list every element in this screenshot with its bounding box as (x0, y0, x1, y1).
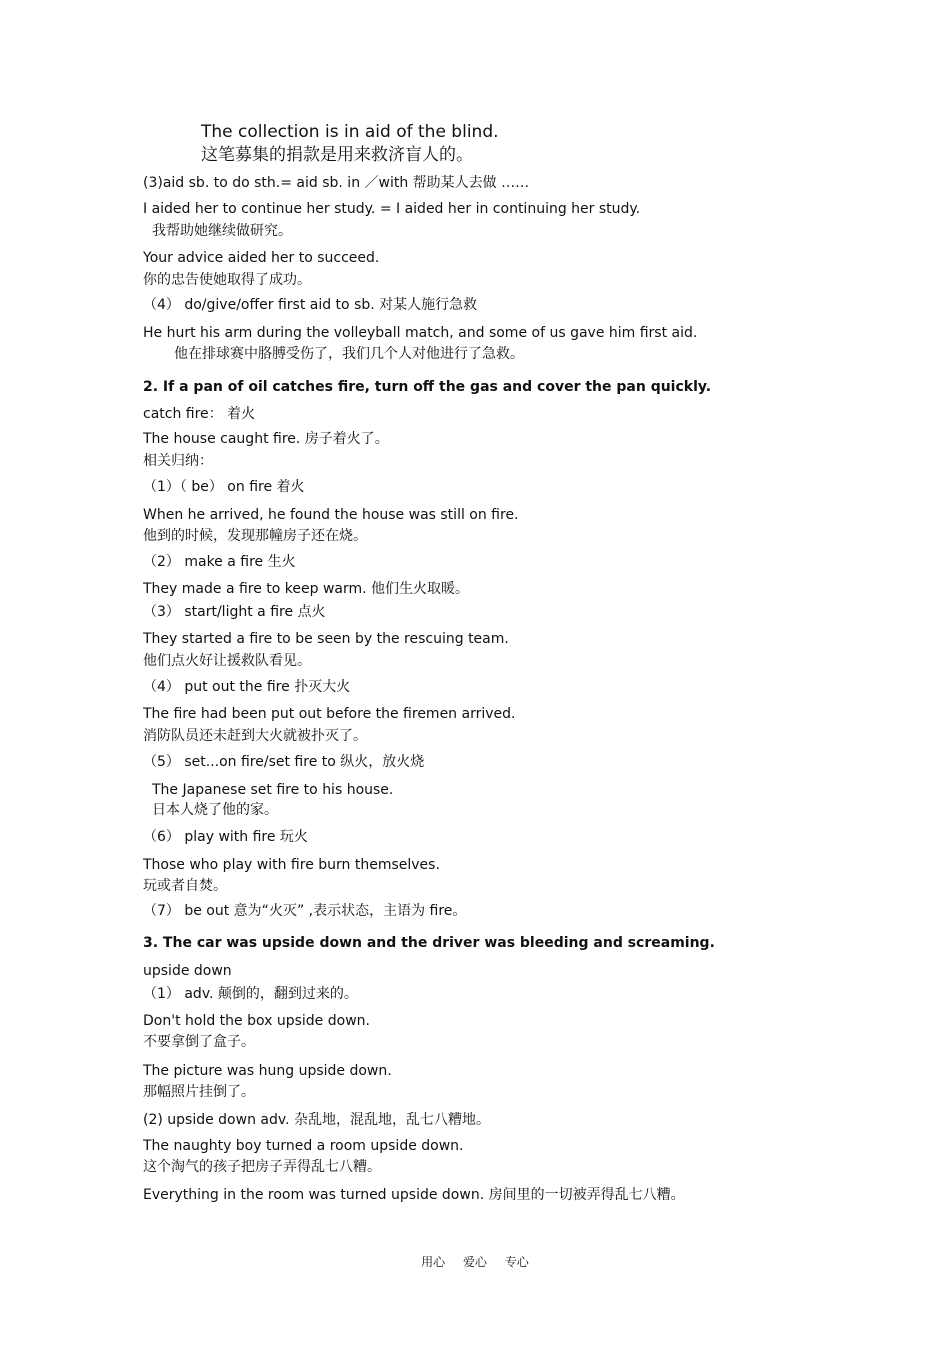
example-sentence: I aided her to continue her study. = I aided her in continuing her study. (143, 201, 641, 217)
usage-item: （4） put out the fire 扑灭大火 (143, 679, 351, 695)
example-translation: 他们点火好让援救队看见。 (143, 653, 311, 669)
usage-item: (2) upside down adv. 杂乱地，混乱地，乱七八糟地。 (143, 1112, 490, 1128)
section-heading: 3. The car was upside down and the driver was bleeding and screaming. (143, 935, 715, 951)
example-sentence: The Japanese set fire to his house. (152, 782, 394, 798)
example-translation: 我帮助她继续做研究。 (152, 223, 292, 239)
example-sentence: When he arrived, he found the house was still on fire. (143, 507, 519, 523)
example-translation: 他在排球赛中胳膊受伤了，我们几个人对他进行了急救。 (174, 346, 524, 362)
usage-item: （5） set...on fire/set fire to 纵火，放火烧 (143, 754, 425, 770)
example-translation: 不要拿倒了盒子。 (143, 1034, 255, 1050)
usage-item: （2） make a fire 生火 (143, 554, 296, 570)
example-sentence: The house caught fire. 房子着火了。 (143, 431, 389, 447)
usage-item: （1）（ be） on fire 着火 (143, 479, 305, 495)
example-sentence: Your advice aided her to succeed. (143, 250, 380, 266)
example-translation: 日本人烧了他的家。 (152, 802, 278, 818)
example-sentence: They made a fire to keep warm. 他们生火取暖。 (143, 581, 470, 597)
example-translation: 那幅照片挂倒了。 (143, 1084, 255, 1100)
phrase-definition: upside down (143, 963, 232, 979)
example-translation: 玩或者自焚。 (143, 878, 227, 894)
page-footer: 用心 爱心 专心 (421, 1255, 529, 1269)
usage-item: （4） do/give/offer first aid to sb. 对某人施行急救 (143, 297, 478, 313)
example-sentence: They started a fire to be seen by the rescuing team. (143, 631, 509, 647)
example-sentence: Everything in the room was turned upside down. 房间里的一切被弄得乱七八糟。 (143, 1187, 685, 1203)
example-translation: 你的忠告使她取得了成功。 (143, 272, 311, 288)
example-translation: 他到的时候，发现那幢房子还在烧。 (143, 528, 367, 544)
usage-item: （7） be out 意为“火灭” ,表示状态，主语为 fire。 (143, 903, 467, 919)
phrase-definition: catch fire： 着火 (143, 406, 256, 422)
usage-item: (3)aid sb. to do sth.= aid sb. in ／with 帮助某人去做 …… (143, 175, 530, 191)
example-sentence: Don't hold the box upside down. (143, 1013, 370, 1029)
usage-item: （3） start/light a fire 点火 (143, 604, 326, 620)
usage-item: （1） adv. 颠倒的，翻到过来的。 (143, 986, 358, 1002)
example-translation: 这个淘气的孩子把房子弄得乱七八糟。 (143, 1159, 381, 1175)
example-translation: 消防队员还未赶到大火就被扑灭了。 (143, 728, 367, 744)
example-translation: 这笔募集的捐款是用来救济盲人的。 (201, 145, 473, 165)
subheading: 相关归纳： (143, 453, 213, 469)
example-sentence: Those who play with fire burn themselves. (143, 857, 440, 873)
example-sentence: The collection is in aid of the blind. (201, 122, 499, 142)
section-heading: 2. If a pan of oil catches fire, turn off the gas and cover the pan quickly. (143, 379, 712, 395)
example-sentence: The fire had been put out before the firemen arrived. (143, 706, 516, 722)
example-sentence: The naughty boy turned a room upside down. (143, 1138, 464, 1154)
usage-item: （6） play with fire 玩火 (143, 829, 308, 845)
example-sentence: The picture was hung upside down. (143, 1063, 392, 1079)
example-sentence: He hurt his arm during the volleyball match, and some of us gave him first aid. (143, 325, 698, 341)
